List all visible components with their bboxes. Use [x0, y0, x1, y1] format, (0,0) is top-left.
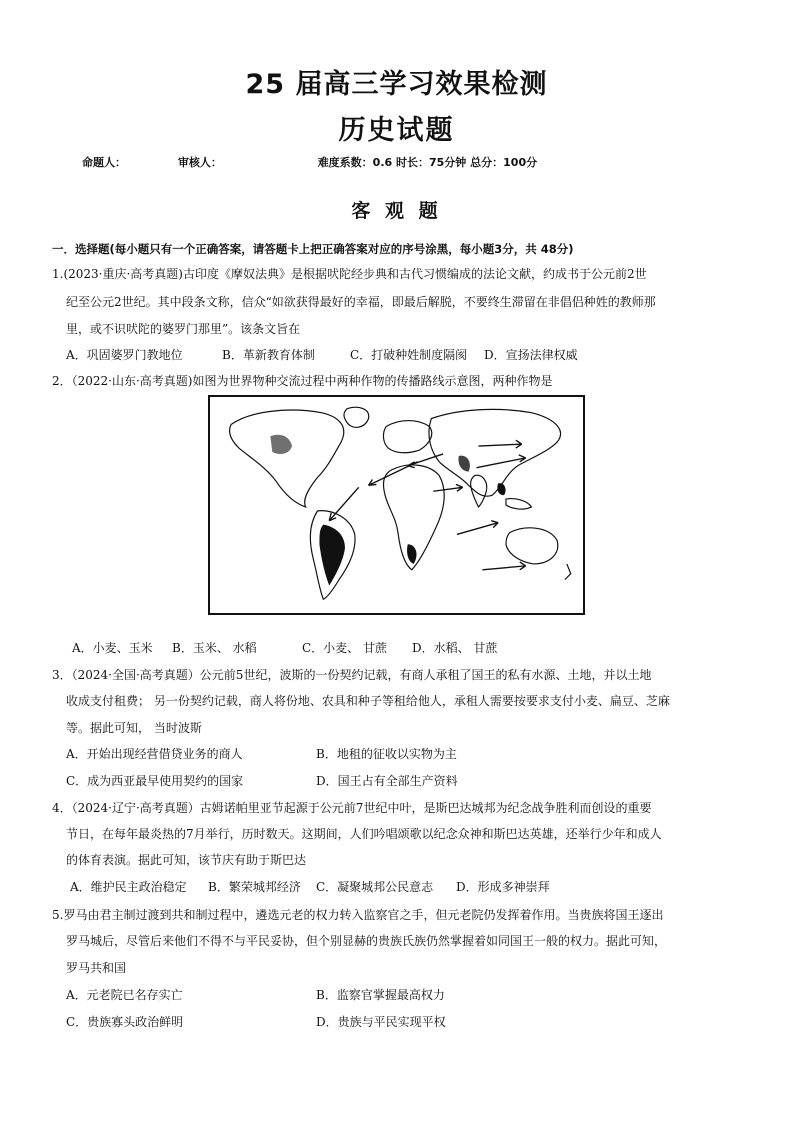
q1-line-3: 里，或不识吠陀的婆罗门那里”。该条文旨在 [66, 322, 301, 336]
q3-option-a[interactable]: A．开始出现经营借贷业务的商人 [66, 747, 243, 761]
q3-option-c[interactable]: C．成为西亚最早使用契约的国家 [66, 774, 244, 788]
q3-option-b[interactable]: B．地租的征收以实物为主 [316, 747, 457, 761]
section-instructions: 一．选择题(每小题只有一个正确答案，请答题卡上把正确答案对应的序号涂黑，每小题3分，共 48分) [52, 242, 574, 256]
difficulty-info: 难度系数：0.6 时长：75分钟 总分：100分 [317, 156, 538, 169]
exam-meta [82, 154, 537, 170]
q1-option-c[interactable]: C．打破种姓制度隔阂 [350, 348, 468, 362]
proposer-label: 命题人： [82, 156, 126, 169]
q2-option-b[interactable]: B．玉米、 水稻 [172, 641, 257, 655]
q5-line-2: 罗马城后，尽管后来他们不得不与平民妥协，但个别显赫的贵族氏族仍然掌握着如同国王一般的权力。据此可知， [66, 934, 667, 948]
q1-line-2: 纪至公元2世纪。其中段条文称，信众“如欲获得最好的幸福，即最后解脱，不要终生滞留在非倡侣种姓的教师那 [66, 295, 656, 309]
q4-option-c[interactable]: C．凝聚城邦公民意志 [316, 880, 434, 894]
q5-line-3: 罗马共和国 [66, 961, 127, 975]
world-map-figure [208, 395, 585, 615]
q5-option-c[interactable]: C．贵族寡头政治鲜明 [66, 1015, 184, 1029]
q1-option-b[interactable]: B．革新教育体制 [222, 348, 315, 362]
q4-option-d[interactable]: D．形成多神崇拜 [456, 880, 550, 894]
section-title: 客 观 题 [351, 200, 442, 222]
q2-option-d[interactable]: D．水稻、 甘蔗 [412, 641, 498, 655]
q2-line-1: 2．（2022·山东·高考真题)如图为世界物种交流过程中两种作物的传播路线示意图，两种作物是 [52, 374, 553, 388]
q1-option-a[interactable]: A．巩固婆罗门教地位 [66, 348, 183, 362]
q5-option-a[interactable]: A．元老院已名存实亡 [66, 988, 183, 1002]
reviewer-label: 审核人： [177, 156, 222, 169]
q4-line-3: 的体育表演。据此可知，该节庆有助于斯巴达 [66, 853, 307, 867]
q4-option-a[interactable]: A．维护民主政治稳定 [70, 880, 187, 894]
q4-option-b[interactable]: B．繁荣城邦经济 [208, 880, 301, 894]
q5-option-d[interactable]: D．贵族与平民实现平权 [316, 1015, 446, 1029]
q1-option-d[interactable]: D．宣扬法律权威 [484, 348, 578, 362]
q2-option-a[interactable]: A．小麦、玉米 [72, 641, 153, 655]
q1-line-1: 1.(2023·重庆·高考真题)古印度《摩奴法典》是根据吠陀经步典和古代习惯编成的法论文献，约成书于公元前2世 [52, 267, 647, 281]
q3-option-d[interactable]: D．国王占有全部生产资料 [316, 774, 458, 788]
q4-line-1: 4．（2024·辽宁·高考真题）古姆诺帕里亚节起源于公元前7世纪中叶，是斯巴达城邦为纪念战争胜利而创设的重要 [52, 801, 652, 815]
q5-option-b[interactable]: B．监察官掌握最高权力 [316, 988, 445, 1002]
q3-line-3: 等。据此可知， 当时波斯 [66, 721, 202, 735]
q3-line-1: 3．（2024·全国·高考真题）公元前5世纪，波斯的一份契约记载，有商人承租了国王的私有水源、土地，并以土地 [52, 668, 652, 682]
world-map-icon [210, 397, 583, 613]
q4-line-2: 节日，在每年最炎热的7月举行，历时数天。这期间，人们吟唱颂歌以纪念众神和斯巴达英雄，还举行少年和成人 [66, 827, 662, 841]
exam-title: 25 届高三学习效果检测 [245, 69, 548, 100]
q2-option-c[interactable]: C．小麦、 甘蔗 [302, 641, 387, 655]
q5-line-1: 5.罗马由君主制过渡到共和制过程中，遴选元老的权力转入监察官之手，但元老院仍发挥着作用。当贵族将国王逐出 [52, 908, 664, 922]
q3-line-2: 收成支付租费； 另一份契约记载，商人将份地、农具和种子等租给他人，承租人需要按要求支付小麦、扁豆、芝麻 [66, 694, 670, 708]
exam-subtitle: 历史试题 [338, 115, 455, 146]
